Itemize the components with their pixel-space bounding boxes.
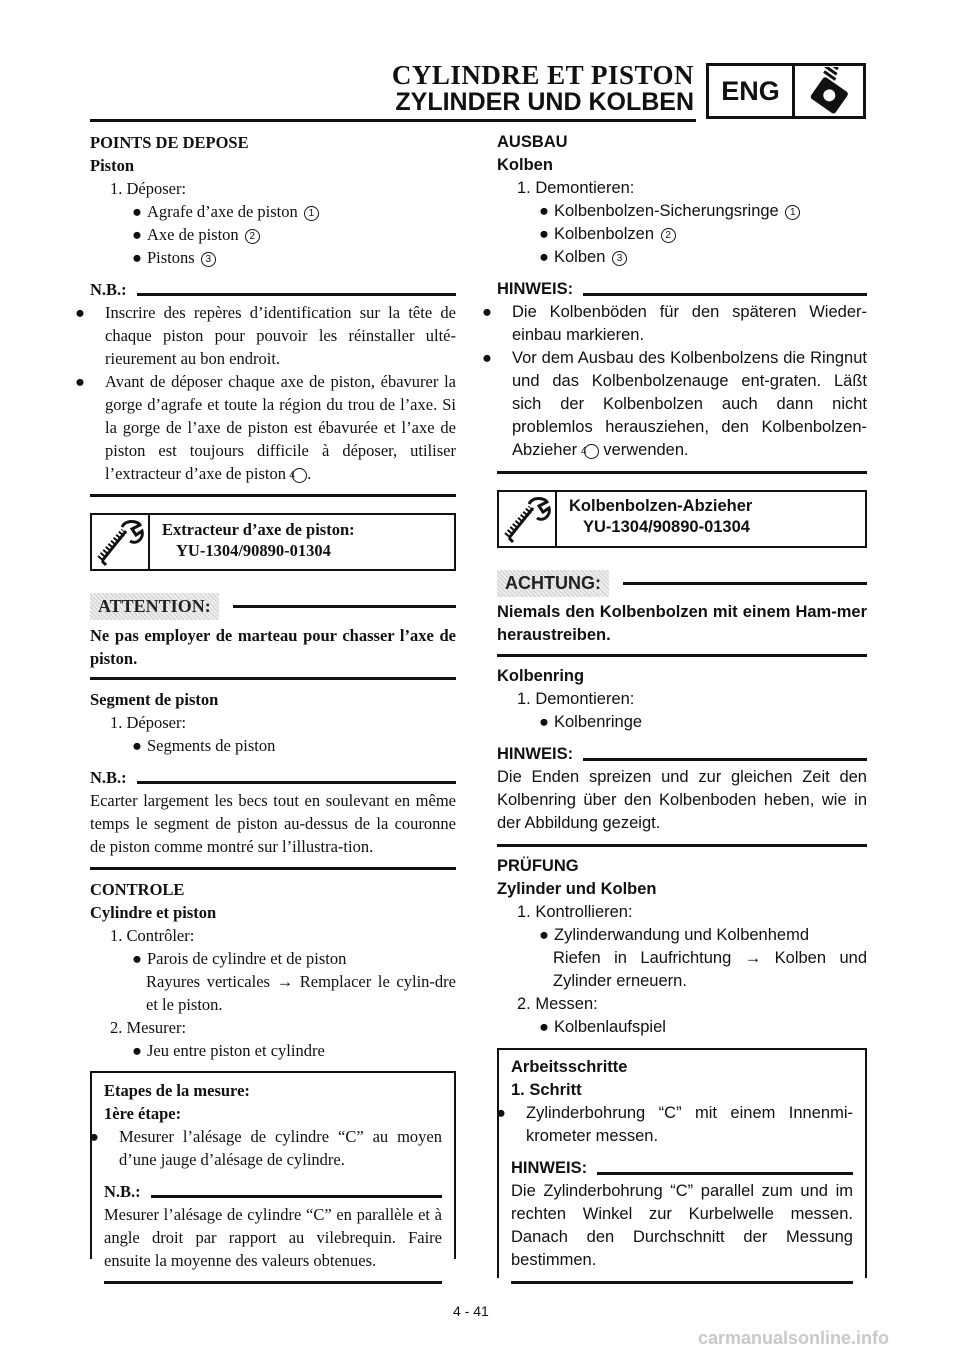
header-rule xyxy=(90,119,696,122)
note-end-rule xyxy=(90,494,456,497)
list-item: ● Jeu entre piston et cylindre xyxy=(132,1041,325,1060)
list-item: ● Kolbenringe xyxy=(539,713,643,731)
note-text: Mesurer l’alésage de cylindre “C” en parallèle et à angle droit par rapport au vilebrequin. Faire ensuite la moyenne des valeurs obtenues. xyxy=(104,1205,442,1270)
removal-heading: POINTS DE DEPOSE xyxy=(90,133,249,152)
step-check: 1. Contrôler: xyxy=(110,926,195,945)
measurement-box xyxy=(497,1048,867,1278)
box-step: 1. Schritt xyxy=(511,1081,582,1099)
tool-icon xyxy=(92,515,150,569)
step-measure: 2. Messen: xyxy=(517,995,598,1013)
note-header: N.B.: xyxy=(90,766,456,789)
step-remove: 1. Demontieren: xyxy=(517,690,635,708)
piston-ring-subheading: Segment de piston xyxy=(90,690,219,709)
list-item-detail: Rayures verticales → Remplacer le cylin-dre et le piston. xyxy=(146,972,456,1014)
caution-header: ATTENTION: xyxy=(90,593,456,620)
special-tool-box xyxy=(90,513,456,571)
box-item: ● Zylinderbohrung “C” mit einem Innenmi-krometer messen. xyxy=(496,1104,853,1145)
piston-ring-subheading: Kolbenring xyxy=(497,667,585,685)
note-text: Die Zylinderbohrung “C” parallel zum und im rechten Winkel zur Kurbelwelle messen. Danach den Durchschnitt der Messung bestimmen. xyxy=(511,1182,853,1269)
piston-icon xyxy=(793,67,863,117)
note-item: ● Inscrire des repères d’identification sur la tête de chaque piston pour pouvoir les réinstaller ulté-rieurement au bon endroit. xyxy=(75,303,456,368)
watermark: carmanualsonline.info xyxy=(698,1328,890,1348)
list-item: ● Kolbenlaufspiel xyxy=(539,1018,666,1036)
note-text: Ecarter largement les becs tout en soulevant en même temps le segment de piston au-dessus de la couronne de piston comme montré sur l’illustra-tion. xyxy=(90,791,456,856)
tool-label: Extracteur d’axe de piston: YU-1304/90890-01304 xyxy=(162,520,355,560)
caution-text: Ne pas employer de marteau pour chasser l’axe de piston. xyxy=(90,626,456,668)
french-column xyxy=(75,131,456,1270)
note-header: HINWEIS: xyxy=(511,1157,853,1180)
measurement-box xyxy=(89,1071,456,1270)
caution-end-rule xyxy=(497,654,867,657)
list-item: ● Kolbenbolzen 2 xyxy=(497,223,867,246)
step-remove: 1. Déposer: xyxy=(110,179,187,198)
list-item: ● Kolben 3 xyxy=(497,246,867,269)
note-text: Die Enden spreizen und zur gleichen Zeit den Kolbenring über den Kolbenboden heben, wie in der Abbildung gezeigt. xyxy=(497,768,867,832)
caution-text: Niemals den Kolbenbolzen mit einem Ham-mer heraustreiben. xyxy=(497,603,867,644)
note-end-rule xyxy=(104,1281,442,1284)
note-item: ● Avant de déposer chaque axe de piston, ébavurer la gorge d’agrafe et toute la région du trou de l’axe. Si la gorge de l’axe de piston est ébavurée et l’axe de piston est toujours difficile à déposer, utiliser l’extracteur d’axe de piston 4 . xyxy=(75,372,456,483)
piston-subheading: Kolben xyxy=(497,156,553,174)
list-item: ● Parois de cylindre et de piston xyxy=(132,949,347,968)
list-item: ● Zylinderwandung und Kolbenhemd xyxy=(539,926,810,944)
page-number: 4 - 41 xyxy=(453,1303,489,1319)
list-item: ● Kolbenbolzen-Sicherungsringe 1 xyxy=(497,200,867,223)
list-item: ● Segments de piston xyxy=(132,736,276,755)
tool-label: Kolbenbolzen-Abzieher YU-1304/90890-01304 xyxy=(569,497,753,536)
german-column xyxy=(482,131,867,1278)
note-end-rule xyxy=(511,1281,853,1284)
step-remove: 1. Déposer: xyxy=(110,713,187,732)
note-header: N.B.: xyxy=(90,278,456,301)
list-item: ● Pistons 3 xyxy=(90,246,456,269)
special-tool-box xyxy=(497,490,867,548)
note-item: ● Vor dem Ausbau des Kolbenbolzens die Ringnut und das Kolbenbolzenauge ent-graten. Läßt sich der Kolbenbolzen auch dann nicht problemlos herausziehen, den Kolbenbolzen-Abzieher 4 verwenden. xyxy=(482,349,867,459)
note-item: ● Die Kolbenböden für den späteren Wieder-einbau markieren. xyxy=(482,303,867,344)
note-end-rule xyxy=(497,844,867,847)
inspection-heading: PRÜFUNG xyxy=(497,857,579,875)
box-title: Arbeitsschritte xyxy=(511,1058,628,1076)
removal-heading: AUSBAU xyxy=(497,133,568,151)
note-header: HINWEIS: xyxy=(497,278,867,301)
tool-icon xyxy=(499,492,557,546)
note-end-rule xyxy=(497,471,867,474)
inspection-heading: CONTROLE xyxy=(90,880,185,899)
cylinder-piston-subheading: Cylindre et piston xyxy=(90,903,217,922)
caution-header: ACHTUNG: xyxy=(497,570,867,597)
section-title-de: ZYLINDER UND KOLBEN xyxy=(395,88,694,116)
list-item: ● Axe de piston 2 xyxy=(90,223,456,246)
piston-subheading: Piston xyxy=(90,156,135,175)
note-header: N.B.: xyxy=(104,1180,442,1203)
note-end-rule xyxy=(90,867,456,870)
cylinder-piston-subheading: Zylinder und Kolben xyxy=(497,880,657,898)
box-step: 1ère étape: xyxy=(104,1104,182,1123)
box-title: Etapes de la mesure: xyxy=(104,1081,250,1100)
list-item: ● Agrafe d’axe de piston 1 xyxy=(90,200,456,223)
step-check: 1. Kontrollieren: xyxy=(517,903,633,921)
box-item: ● Mesurer l’alésage de cylindre “C” au moyen d’une jauge d’alésage de cylindre. xyxy=(89,1127,442,1169)
engine-section-badge xyxy=(706,63,866,119)
note-header: HINWEIS: xyxy=(497,743,867,766)
step-measure: 2. Mesurer: xyxy=(110,1018,187,1037)
step-remove: 1. Demontieren: xyxy=(517,179,635,197)
eng-label: ENG xyxy=(709,66,795,116)
section-title-fr: CYLINDRE ET PISTON xyxy=(391,60,694,90)
list-item-detail: Riefen in Laufrichtung → Kolben und Zylinder erneuern. xyxy=(553,949,867,990)
caution-end-rule xyxy=(90,677,456,680)
